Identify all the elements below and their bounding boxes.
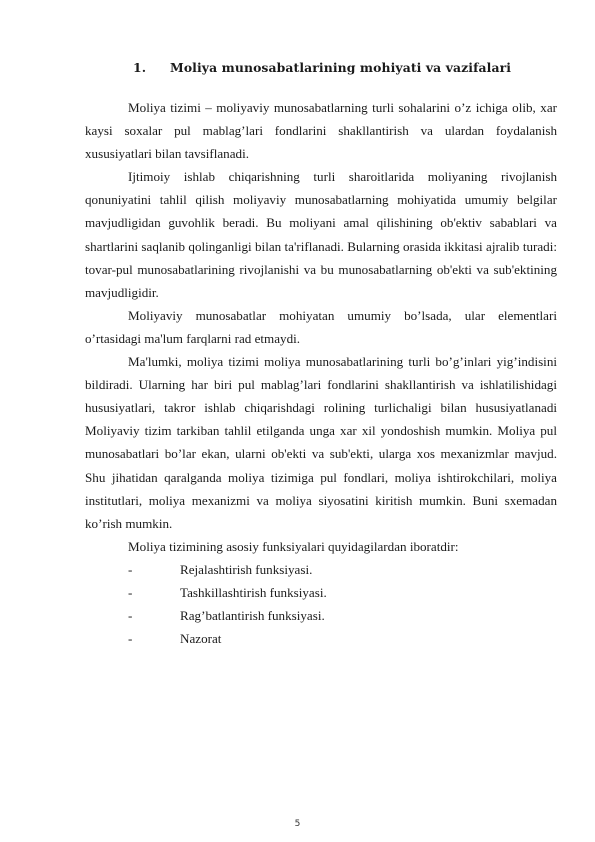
- list-marker: -: [128, 584, 133, 600]
- list-item: [85, 604, 557, 627]
- section-title: Moliya munosabatlarining mohiyati va vazifalari: [170, 60, 512, 75]
- body-text: [85, 96, 557, 650]
- section-heading: [133, 60, 511, 75]
- section-number: 1.: [133, 60, 147, 75]
- list-marker: -: [128, 631, 133, 647]
- list-item-text: Nazorat: [180, 631, 222, 647]
- paragraph: Moliyaviy munosabatlar mohiyatan umumiy bo’lsada, ular elementlari o’rtasidagi ma'lum farqlarni rad etmaydi.: [85, 307, 557, 346]
- list-marker: -: [128, 608, 133, 624]
- list-item: [85, 627, 557, 650]
- paragraph: Moliya tizimi – moliyaviy munosabatlarning turli sohalarini o’z ichiga olib, xar kaysi soxalar pul mablag’lari fondlarini shakllantirish va ulardan foydalanish xususiyatlari bilan tavsiflanadi.: [85, 100, 557, 162]
- paragraph: Ma'lumki, moliya tizimi moliya munosabatlarining turli bo’g’inlari yig’indisini bildiradi. Ularning har biri pul mablag’lari fondlarini shakllantirish va ishlatilishidagi hususiyatlari, takror ishlab chiqarishdagi rolining turlichaligi bilan hususiyatlanadi Moliyaviy tizim tarkiban tahlil etilganda unga xar xil yondoshish mumkin. Moliya pul munosabatlari bo’lar ekan, ularni ob'ekti va sub'ekti, ularga xos mexanizmlar mavjud. Shu jihatidan qaralganda moliya tizimiga pul fondlari, moliya ishtirokchilari, moliya institutlari, moliya mexanizmi va moliya siyosatini kiritish mumkin. Buni sxemadan ko’rish mumkin.: [85, 354, 557, 531]
- list-item: [85, 581, 557, 604]
- page-number: 5: [294, 819, 301, 829]
- paragraph: Ijtimoiy ishlab chiqarishning turli sharoitlarida moliyaning rivojlanish qonuniyatini tahlil qilish moliyaviy munosabatlarning mohiyatida umumiy belgilar mavjudligidan guvohlik beradi. Bu moliyani amal qilishining ob'ektiv sabablari va shartlarini saqlanib qolinganligi bilan ta'riflanadi. Bularning orasida ikkitasi ajralib turadi: tovar-pul munosabatlarining rivojlanishi va bu munosabatlarning ob'ekti va sub'ektining mavjudligidir.: [85, 169, 557, 300]
- function-list: [85, 558, 557, 650]
- list-marker: -: [128, 561, 133, 577]
- list-item-text: Rejalashtirish funksiyasi.: [180, 561, 313, 577]
- list-item-text: Rag’batlantirish funksiyasi.: [180, 608, 325, 624]
- list-item: [85, 558, 557, 581]
- paragraph: Moliya tizimining asosiy funksiyalari quyidagilardan iboratdir:: [128, 538, 459, 554]
- list-item-text: Tashkillashtirish funksiyasi.: [180, 584, 327, 600]
